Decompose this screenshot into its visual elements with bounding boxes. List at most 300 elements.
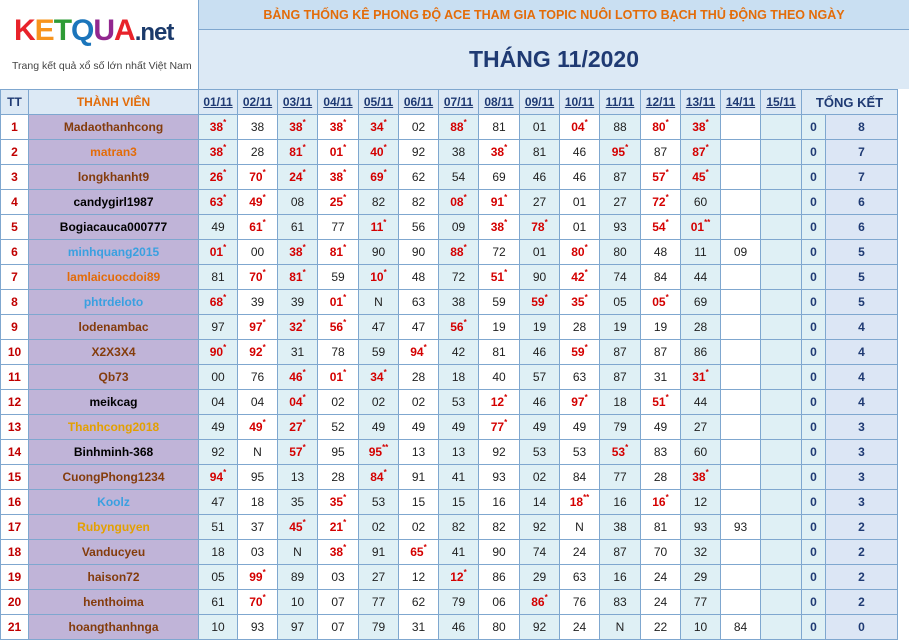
hit-star-icon: * [343, 143, 347, 152]
hit-star-icon: * [504, 268, 508, 277]
lotto-number: 72 [652, 195, 666, 209]
lotto-cell [761, 540, 802, 565]
lotto-number: 53 [611, 445, 626, 459]
lotto-cell [359, 115, 399, 140]
logo-letter: E [34, 14, 54, 47]
lotto-cell: 93 [600, 215, 641, 240]
lotto-cell: 02 [318, 390, 359, 415]
lotto-cell: 87 [641, 140, 681, 165]
stats-table [0, 89, 898, 640]
hit-star-icon: * [223, 118, 227, 127]
lotto-cell [278, 515, 318, 540]
hit-star-icon: * [463, 318, 467, 327]
lotto-cell [199, 190, 238, 215]
total-hits: 2 [826, 565, 898, 590]
lotto-number: 27 [289, 420, 303, 434]
lotto-cell: 03 [318, 565, 359, 590]
lotto-cell [479, 415, 520, 440]
member-name[interactable]: henthoima [29, 590, 199, 615]
table-row [1, 265, 898, 290]
header-date[interactable]: 02/11 [238, 90, 278, 115]
lotto-cell: 49 [641, 415, 681, 440]
member-name[interactable]: meikcag [29, 390, 199, 415]
lotto-number: 18 [569, 495, 584, 509]
header-date[interactable]: 10/11 [560, 90, 600, 115]
lotto-number: 01 [329, 145, 344, 159]
lotto-cell [560, 290, 600, 315]
lotto-cell [238, 265, 278, 290]
hit-star-icon: * [302, 518, 306, 527]
member-name[interactable]: Binhminh-368 [29, 440, 199, 465]
hit-star-icon: * [463, 243, 467, 252]
lotto-number: 65 [410, 545, 424, 559]
month-band [199, 30, 909, 89]
total-hits: 4 [826, 390, 898, 415]
total-hits: 2 [826, 540, 898, 565]
lotto-cell: 81 [479, 340, 520, 365]
lotto-cell [761, 115, 802, 140]
lotto-cell: 82 [359, 190, 399, 215]
table-title: BẢNG THỐNG KÊ PHONG ĐỘ ACE THAM GIA TOPIC NUÔI LOTTO BẠCH THỦ ĐỘNG THEO NGÀY [263, 7, 845, 22]
lotto-cell: 49 [199, 415, 238, 440]
logo-tagline: Trang kết quả xổ số lớn nhất Việt Nam [12, 60, 192, 72]
header-date[interactable]: 01/11 [199, 90, 238, 115]
logo-wordmark [14, 14, 173, 48]
lotto-number: 95 [611, 145, 626, 159]
member-name[interactable]: Qb73 [29, 365, 199, 390]
row-number: 3 [1, 165, 29, 190]
total-hits: 4 [826, 365, 898, 390]
total-miss: 0 [802, 565, 826, 590]
lotto-cell [278, 440, 318, 465]
lotto-cell: 82 [399, 190, 439, 215]
lotto-cell: 39 [238, 290, 278, 315]
member-name[interactable]: Bogiacauca000777 [29, 215, 199, 240]
header-date[interactable]: 13/11 [681, 90, 721, 115]
lotto-cell [479, 190, 520, 215]
lotto-cell: 90 [479, 540, 520, 565]
lotto-number: 01 [690, 220, 705, 234]
lotto-cell: 60 [681, 440, 721, 465]
lotto-cell: 46 [560, 165, 600, 190]
hit-star-icon: * [383, 168, 387, 177]
lotto-cell: 61 [199, 590, 238, 615]
lotto-number: 54 [652, 220, 666, 234]
total-hits: 7 [826, 165, 898, 190]
lotto-cell: 32 [681, 540, 721, 565]
lotto-cell: 81 [199, 265, 238, 290]
lotto-cell [359, 465, 399, 490]
lotto-cell: 31 [641, 365, 681, 390]
lotto-cell [359, 215, 399, 240]
lotto-cell: 57 [520, 365, 560, 390]
table-row [1, 415, 898, 440]
hit-star-icon: * [343, 168, 347, 177]
member-name[interactable]: Madaothanhcong [29, 115, 199, 140]
table-row [1, 465, 898, 490]
lotto-cell: 82 [439, 515, 479, 540]
hit-star-icon: * [584, 393, 588, 402]
lotto-cell: 15 [399, 490, 439, 515]
lotto-cell: 28 [560, 315, 600, 340]
lotto-cell [721, 115, 761, 140]
total-miss: 0 [802, 215, 826, 240]
hit-star-icon: * [223, 243, 227, 252]
header-date[interactable]: 15/11 [761, 90, 802, 115]
lotto-number: 92 [249, 345, 263, 359]
total-miss: 0 [802, 415, 826, 440]
lotto-cell [721, 440, 761, 465]
hit-star-icon: * [383, 468, 387, 477]
lotto-number: 38 [692, 470, 706, 484]
lotto-cell: 41 [439, 465, 479, 490]
header-date[interactable]: 08/11 [479, 90, 520, 115]
lotto-number: 40 [370, 145, 384, 159]
lotto-number: 88 [450, 120, 464, 134]
lotto-number: 21 [329, 520, 344, 534]
lotto-number: 38 [329, 545, 344, 559]
lotto-cell: 44 [681, 265, 721, 290]
lotto-number: 78 [531, 220, 545, 234]
header-date[interactable]: 06/11 [399, 90, 439, 115]
lotto-cell: 93 [721, 515, 761, 540]
lotto-cell [278, 365, 318, 390]
lotto-cell: 92 [399, 140, 439, 165]
lotto-cell: 53 [520, 440, 560, 465]
lotto-cell [681, 165, 721, 190]
lotto-cell [439, 240, 479, 265]
hit-star-icon: * [223, 143, 227, 152]
hit-star-icon: * [665, 193, 669, 202]
row-number: 5 [1, 215, 29, 240]
logo-letter: U [93, 14, 115, 47]
hit-star-icon: * [343, 318, 347, 327]
lotto-cell: 28 [641, 465, 681, 490]
lotto-cell [761, 415, 802, 440]
lotto-number: 38 [692, 120, 706, 134]
lotto-cell: 49 [560, 415, 600, 440]
table-row [1, 540, 898, 565]
row-number: 9 [1, 315, 29, 340]
lotto-cell: 18 [238, 490, 278, 515]
lotto-cell: 24 [641, 590, 681, 615]
table-row [1, 390, 898, 415]
lotto-cell: 13 [439, 440, 479, 465]
lotto-cell: 91 [399, 465, 439, 490]
total-miss: 0 [802, 540, 826, 565]
lotto-cell: 90 [520, 265, 560, 290]
hit-star-icon: * [584, 293, 588, 302]
lotto-cell: 18 [600, 390, 641, 415]
logo-letter: A [114, 14, 135, 47]
table-row [1, 290, 898, 315]
hit-star-icon: * [343, 243, 347, 252]
lotto-cell: 86 [479, 565, 520, 590]
lotto-number: 99 [249, 570, 263, 584]
hit-star-icon: * [665, 168, 669, 177]
lotto-cell: 04 [238, 390, 278, 415]
total-miss: 0 [802, 340, 826, 365]
lotto-cell [399, 340, 439, 365]
hit-star-icon: * [302, 393, 306, 402]
lotto-cell: N [238, 440, 278, 465]
lotto-cell [560, 340, 600, 365]
lotto-cell: 13 [278, 465, 318, 490]
member-name[interactable]: hoangthanhnga [29, 615, 199, 640]
total-miss: 0 [802, 365, 826, 390]
lotto-cell: 12 [399, 565, 439, 590]
member-name[interactable]: Rubynguyen [29, 515, 199, 540]
header-date[interactable]: 07/11 [439, 90, 479, 115]
row-number: 1 [1, 115, 29, 140]
lotto-cell: 78 [318, 340, 359, 365]
lotto-cell [359, 265, 399, 290]
hit-star-icon: * [383, 118, 387, 127]
total-miss: 0 [802, 140, 826, 165]
header-date[interactable]: 14/11 [721, 90, 761, 115]
total-hits: 6 [826, 190, 898, 215]
lotto-cell: 77 [318, 215, 359, 240]
lotto-cell [761, 390, 802, 415]
lotto-cell: 46 [520, 165, 560, 190]
lotto-cell: 82 [479, 515, 520, 540]
lotto-cell: 87 [600, 340, 641, 365]
lotto-number: 70 [249, 595, 263, 609]
lotto-cell: 79 [439, 590, 479, 615]
lotto-cell [560, 240, 600, 265]
total-hits: 3 [826, 490, 898, 515]
lotto-cell: 06 [479, 590, 520, 615]
lotto-number: 08 [450, 195, 464, 209]
lotto-cell: 18 [199, 540, 238, 565]
row-number: 13 [1, 415, 29, 440]
lotto-cell: 81 [641, 515, 681, 540]
hit-star-icon: * [262, 318, 266, 327]
hit-star-icon: * [383, 218, 387, 227]
lotto-cell [641, 490, 681, 515]
lotto-cell: 81 [520, 140, 560, 165]
lotto-cell [278, 390, 318, 415]
lotto-number: 38 [289, 120, 303, 134]
hit-star-icon: * [504, 418, 508, 427]
lotto-cell [721, 190, 761, 215]
header-date[interactable]: 03/11 [278, 90, 318, 115]
lotto-cell: 38 [439, 290, 479, 315]
lotto-number: 38 [329, 170, 344, 184]
hit-star-icon: * [302, 118, 306, 127]
lotto-number: 01 [329, 370, 344, 384]
lotto-cell: 83 [600, 590, 641, 615]
lotto-number: 25 [329, 195, 344, 209]
member-name[interactable]: candygirl1987 [29, 190, 199, 215]
total-hits: 3 [826, 440, 898, 465]
total-hits: 3 [826, 465, 898, 490]
lotto-number: 87 [692, 145, 706, 159]
hit-star-icon: * [504, 393, 508, 402]
month-title: THÁNG 11/2020 [468, 46, 640, 72]
row-number: 4 [1, 190, 29, 215]
hit-star-icon: * [223, 468, 227, 477]
row-number: 10 [1, 340, 29, 365]
member-name[interactable]: lamlaicuocdoi89 [29, 265, 199, 290]
lotto-number: 61 [249, 220, 263, 234]
member-name[interactable]: phtrdeloto [29, 290, 199, 315]
member-name[interactable]: X2X3X4 [29, 340, 199, 365]
lotto-cell: 35 [278, 490, 318, 515]
lotto-cell [761, 340, 802, 365]
lotto-cell: 47 [359, 315, 399, 340]
lotto-cell [761, 165, 802, 190]
lotto-cell [761, 215, 802, 240]
lotto-cell: 53 [359, 490, 399, 515]
lotto-cell [520, 590, 560, 615]
hit-star-icon: * [705, 118, 709, 127]
lotto-number: 38 [209, 145, 224, 159]
lotto-cell [439, 190, 479, 215]
hit-star-icon: * [262, 268, 266, 277]
lotto-cell [641, 165, 681, 190]
total-hits: 3 [826, 415, 898, 440]
lotto-cell [761, 440, 802, 465]
lotto-cell [560, 265, 600, 290]
table-body [1, 115, 898, 640]
hit-star-icon: * [343, 518, 347, 527]
lotto-cell: 92 [520, 515, 560, 540]
lotto-cell: 49 [399, 415, 439, 440]
lotto-cell [681, 140, 721, 165]
total-miss: 0 [802, 590, 826, 615]
lotto-cell: 02 [359, 515, 399, 540]
lotto-cell [761, 490, 802, 515]
lotto-number: 32 [289, 320, 303, 334]
lotto-number: 94 [410, 345, 424, 359]
hit-star-icon: * [463, 568, 467, 577]
lotto-cell [681, 115, 721, 140]
member-name[interactable]: longkhanht9 [29, 165, 199, 190]
row-number: 8 [1, 290, 29, 315]
hit-star-icon: * [423, 543, 427, 552]
lotto-number: 12 [450, 570, 464, 584]
lotto-cell: 10 [681, 615, 721, 640]
lotto-cell [761, 465, 802, 490]
hit-star-icon: * [343, 368, 347, 377]
member-name[interactable]: matran3 [29, 140, 199, 165]
header-date[interactable]: 04/11 [318, 90, 359, 115]
member-name[interactable]: minhquang2015 [29, 240, 199, 265]
header-date[interactable]: 11/11 [600, 90, 641, 115]
lotto-cell: 02 [399, 390, 439, 415]
hit-star-icon: * [504, 218, 508, 227]
lotto-cell: 70 [641, 540, 681, 565]
lotto-cell: 77 [600, 465, 641, 490]
lotto-cell: 92 [479, 440, 520, 465]
lotto-number: 81 [329, 245, 344, 259]
lotto-cell: 00 [238, 240, 278, 265]
lotto-number: 45 [692, 170, 706, 184]
lotto-number: 80 [571, 245, 585, 259]
total-hits: 8 [826, 115, 898, 140]
lotto-cell: 10 [199, 615, 238, 640]
lotto-cell: 19 [520, 315, 560, 340]
total-miss: 0 [802, 440, 826, 465]
lotto-cell: 15 [439, 490, 479, 515]
lotto-cell: 44 [681, 390, 721, 415]
lotto-cell [761, 240, 802, 265]
lotto-number: 04 [571, 120, 585, 134]
lotto-cell [761, 615, 802, 640]
lotto-cell [721, 290, 761, 315]
lotto-cell [761, 565, 802, 590]
member-name[interactable]: haison72 [29, 565, 199, 590]
member-name[interactable]: lodenambac [29, 315, 199, 340]
lotto-cell: 54 [439, 165, 479, 190]
lotto-cell: 95 [238, 465, 278, 490]
total-hits: 5 [826, 240, 898, 265]
lotto-number: 05 [652, 295, 666, 309]
lotto-cell [199, 140, 238, 165]
lotto-cell: 28 [681, 315, 721, 340]
lotto-cell [721, 565, 761, 590]
lotto-number: 70 [249, 270, 263, 284]
lotto-number: 51 [652, 395, 666, 409]
lotto-cell: 19 [641, 315, 681, 340]
lotto-cell: 19 [600, 315, 641, 340]
header-date[interactable]: 09/11 [520, 90, 560, 115]
member-name[interactable]: Thanhcong2018 [29, 415, 199, 440]
member-name[interactable]: Vanducyeu [29, 540, 199, 565]
hit-star-icon: * [584, 343, 588, 352]
member-name[interactable]: CuongPhong1234 [29, 465, 199, 490]
lotto-cell [278, 240, 318, 265]
lotto-cell [238, 340, 278, 365]
row-number: 2 [1, 140, 29, 165]
lotto-cell [479, 215, 520, 240]
row-number: 19 [1, 565, 29, 590]
lotto-number: 90 [209, 345, 224, 359]
lotto-cell: 39 [278, 290, 318, 315]
lotto-cell [721, 365, 761, 390]
lotto-number: 10 [370, 270, 384, 284]
row-number: 7 [1, 265, 29, 290]
lotto-number: 38 [490, 220, 505, 234]
lotto-number: 56 [329, 320, 344, 334]
hit-star-icon: * [705, 168, 709, 177]
row-number: 21 [1, 615, 29, 640]
lotto-number: 70 [249, 170, 263, 184]
lotto-cell: 37 [238, 515, 278, 540]
lotto-cell: 28 [399, 365, 439, 390]
row-number: 20 [1, 590, 29, 615]
lotto-number: 42 [571, 270, 585, 284]
header-date[interactable]: 12/11 [641, 90, 681, 115]
header-date[interactable]: 05/11 [359, 90, 399, 115]
lotto-cell: 77 [681, 590, 721, 615]
lotto-cell: 22 [641, 615, 681, 640]
lotto-cell: 49 [439, 415, 479, 440]
member-name[interactable]: Koolz [29, 490, 199, 515]
lotto-cell [721, 315, 761, 340]
lotto-cell: 40 [479, 365, 520, 390]
lotto-cell [318, 315, 359, 340]
hit-star-icon: * [544, 293, 548, 302]
site-logo[interactable] [0, 0, 199, 89]
lotto-cell [199, 290, 238, 315]
hit-star-icon: * [544, 218, 548, 227]
lotto-number: 63 [209, 195, 224, 209]
lotto-cell [359, 365, 399, 390]
lotto-cell [278, 265, 318, 290]
lotto-cell [439, 115, 479, 140]
